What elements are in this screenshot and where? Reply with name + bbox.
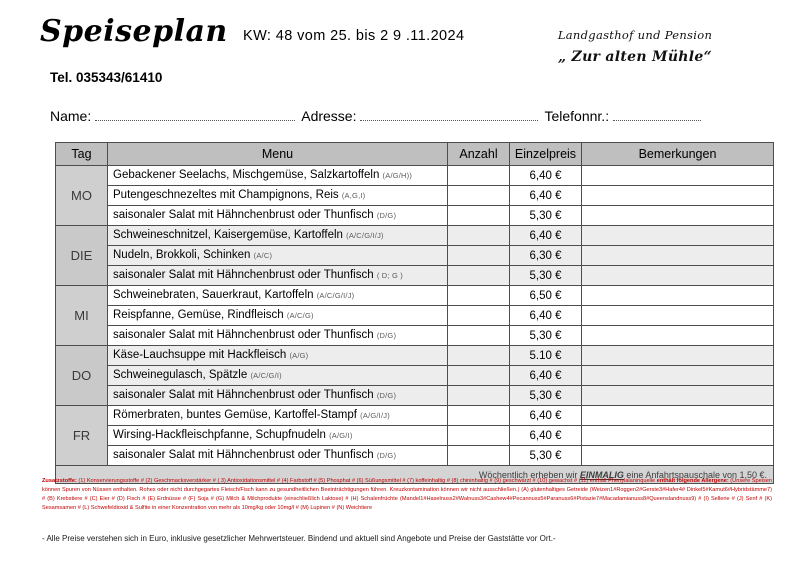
price-cell: 6,40 € <box>510 406 582 426</box>
price-cell: 5,30 € <box>510 386 582 406</box>
dish-cell <box>108 246 448 266</box>
name-label: Name: <box>50 108 92 124</box>
restaurant-phone: Tel. 035343/61410 <box>50 70 163 85</box>
dish-name: Reispfanne, Gemüse, Rindfleisch <box>113 309 284 321</box>
column-header-day: Tag <box>56 143 108 166</box>
remarks-input-cell[interactable] <box>582 246 774 266</box>
remarks-input-cell[interactable] <box>582 386 774 406</box>
venue-name: „ Zur alten Mühle“ <box>558 49 712 65</box>
dish-name: saisonaler Salat mit Hähnchenbrust oder Thunfisch <box>113 269 374 281</box>
price-cell: 6,40 € <box>510 166 582 186</box>
dish-name: Käse-Lauchsuppe mit Hackfleisch <box>113 349 287 361</box>
allergen-legend <box>42 477 772 513</box>
page-title: Speiseplan <box>40 14 228 49</box>
price-disclaimer: - Alle Preise verstehen sich in Euro, inklusive gesetzlicher Mehrwertsteuer. Bindend und aktuell sind Angebote und Preise der Gaststätte vor Ort.- <box>42 534 556 543</box>
dish-cell <box>108 186 448 206</box>
dish-cell <box>108 166 448 186</box>
table-row <box>56 266 774 286</box>
column-header-quantity: Anzahl <box>448 143 510 166</box>
table-row <box>56 206 774 226</box>
price-cell: 5,30 € <box>510 266 582 286</box>
day-cell-mi: MI <box>56 286 108 346</box>
price-cell: 6,40 € <box>510 186 582 206</box>
remarks-input-cell[interactable] <box>582 226 774 246</box>
table-row <box>56 366 774 386</box>
table-row <box>56 186 774 206</box>
dish-allergen-codes: (A,G,I) <box>341 191 366 200</box>
dish-cell <box>108 226 448 246</box>
dish-allergen-codes: (D/G) <box>376 451 397 460</box>
remarks-input-cell[interactable] <box>582 406 774 426</box>
table-row <box>56 346 774 366</box>
dish-allergen-codes: (D/G) <box>376 391 397 400</box>
remarks-input-cell[interactable] <box>582 166 774 186</box>
price-cell: 6,40 € <box>510 426 582 446</box>
dish-allergen-codes: (A/C/G/I/J) <box>346 231 384 240</box>
dish-allergen-codes: (D/G) <box>376 211 397 220</box>
dish-allergen-codes: (A/G/I/J) <box>360 411 390 420</box>
remarks-input-cell[interactable] <box>582 186 774 206</box>
table-row <box>56 406 774 426</box>
table-row <box>56 386 774 406</box>
table-row <box>56 166 774 186</box>
venue-block <box>520 28 750 65</box>
price-cell: 5,30 € <box>510 206 582 226</box>
column-header-remarks: Bemerkungen <box>582 143 774 166</box>
quantity-input-cell[interactable] <box>448 246 510 266</box>
price-cell: 5,30 € <box>510 326 582 346</box>
dish-name: Wirsing-Hackfleischpfanne, Schupfnudeln <box>113 429 326 441</box>
quantity-input-cell[interactable] <box>448 286 510 306</box>
notice-suffix: eine Anfahrtspauschale von 1,50 €. <box>623 469 767 480</box>
address-label: Adresse: <box>301 108 357 124</box>
quantity-input-cell[interactable] <box>448 226 510 246</box>
dish-cell <box>108 426 448 446</box>
dish-name: saisonaler Salat mit Hähnchenbrust oder Thunfisch <box>113 329 374 341</box>
calendar-week-range: KW: 48 vom 25. bis 2 9 .11.2024 <box>243 28 465 44</box>
table-row <box>56 426 774 446</box>
dish-cell <box>108 326 448 346</box>
dish-allergen-codes: (A/G) <box>289 351 309 360</box>
address-input[interactable] <box>360 109 538 121</box>
allergens-text: (Unsere Speisen können Spuren von Nüssen enthalten. Rohes oder nicht durchgegartes Fleisch/Fisch kann zu gesundheitlichen Beeinträchtigungen führen. Kreuzkontamination können wir nicht ausschließen.) (A) glutenhaltiges Getreide (Weizen1#Roggen2#Gerste3#Hafer4# Dinkel5#Kamut6#Hybridstämme7) # (B) Krebstiere # (C) Eier # (D) Fisch # (E) Erdnüsse # (F) Soja # (G) Milch & Milchprodukte (einschließlich Laktose) # (H) Schalenfrüchte (Mandel1#Haselnuss2#Walnuss3#Cashew4#Pecannuss5#Paranuss6#Pistazie7#Macadamianuss8#Queenslandnuss9) # (I) Sellerie # (J) Senf # (K) Sesamsamen # (L) Schwefeldioxid & Sulfite in einer Konzentration von mehr als 10mg/kg oder 10mg/l # (M) Lupinen # (N) Weichtiere <box>42 478 772 511</box>
column-header-menu: Menu <box>108 143 448 166</box>
price-cell: 5.10 € <box>510 346 582 366</box>
price-cell: 5,30 € <box>510 446 582 466</box>
table-row <box>56 306 774 326</box>
remarks-input-cell[interactable] <box>582 206 774 226</box>
dish-allergen-codes: ( D; G ) <box>376 271 403 280</box>
day-cell-mo: MO <box>56 166 108 226</box>
column-header-price: Einzelpreis <box>510 143 582 166</box>
day-cell-die: DIE <box>56 226 108 286</box>
price-cell: 6,50 € <box>510 286 582 306</box>
quantity-input-cell[interactable] <box>448 266 510 286</box>
quantity-input-cell[interactable] <box>448 166 510 186</box>
dish-name: Schweinebraten, Sauerkraut, Kartoffeln <box>113 289 314 301</box>
quantity-input-cell[interactable] <box>448 426 510 446</box>
remarks-input-cell[interactable] <box>582 446 774 466</box>
dish-cell <box>108 406 448 426</box>
dish-cell <box>108 286 448 306</box>
dish-name: saisonaler Salat mit Hähnchenbrust oder Thunfisch <box>113 209 374 221</box>
remarks-input-cell[interactable] <box>582 306 774 326</box>
table-row <box>56 246 774 266</box>
quantity-input-cell[interactable] <box>448 346 510 366</box>
phone-input[interactable] <box>613 109 701 121</box>
notice-prefix: Wöchentlich erheben wir <box>478 469 580 480</box>
table-row <box>56 286 774 306</box>
additives-text: (1) Konservierungsstoffe # (2) Geschmacksverstärker # ( 3) Antioxidationsmittel # (4) Farbstoff # (5) Phosphat # (6) Süßungsmittel # (7) koffeinhaltig # (8) chininhaltig # (9) geschwärzt # (10) gewachst # (11) enthält Phenylalaninquelle <box>76 478 657 484</box>
name-input[interactable] <box>95 109 295 121</box>
weekly-menu-table <box>55 142 774 484</box>
quantity-input-cell[interactable] <box>448 386 510 406</box>
quantity-input-cell[interactable] <box>448 206 510 226</box>
remarks-input-cell[interactable] <box>582 326 774 346</box>
quantity-input-cell[interactable] <box>448 326 510 346</box>
quantity-input-cell[interactable] <box>448 186 510 206</box>
price-cell: 6,40 € <box>510 306 582 326</box>
dish-name: Schweinegulasch, Spätzle <box>113 369 248 381</box>
price-cell: 6,40 € <box>510 366 582 386</box>
dish-name: Römerbraten, buntes Gemüse, Kartoffel-Stampf <box>113 409 357 421</box>
dish-allergen-codes: (A/G/H)) <box>382 171 413 180</box>
notice-emphasis: EINMALIG <box>579 469 624 480</box>
table-row <box>56 326 774 346</box>
dish-cell <box>108 366 448 386</box>
dish-name: Nudeln, Brokkoli, Schinken <box>113 249 251 261</box>
dish-cell <box>108 386 448 406</box>
price-cell: 6,40 € <box>510 226 582 246</box>
table-row <box>56 446 774 466</box>
dish-cell <box>108 306 448 326</box>
remarks-input-cell[interactable] <box>582 266 774 286</box>
quantity-input-cell[interactable] <box>448 306 510 326</box>
phone-label: Telefonnr.: <box>544 108 610 124</box>
quantity-input-cell[interactable] <box>448 366 510 386</box>
quantity-input-cell[interactable] <box>448 406 510 426</box>
dish-cell <box>108 266 448 286</box>
dish-allergen-codes: (D/G) <box>376 331 397 340</box>
dish-name: Schweineschnitzel, Kaisergemüse, Kartoffeln <box>113 229 343 241</box>
table-header-row <box>56 143 774 166</box>
remarks-input-cell[interactable] <box>582 286 774 306</box>
remarks-input-cell[interactable] <box>582 426 774 446</box>
additives-label: Zusatzstoffe: <box>42 478 77 484</box>
quantity-input-cell[interactable] <box>448 446 510 466</box>
dish-allergen-codes: (A/C/G) <box>286 311 314 320</box>
dish-allergen-codes: (A/C/G/I/J) <box>316 291 355 300</box>
remarks-input-cell[interactable] <box>582 366 774 386</box>
dish-cell <box>108 346 448 366</box>
page-header <box>0 0 800 100</box>
allergens-label: enthält folgende Allergene: <box>656 478 729 484</box>
dish-cell <box>108 206 448 226</box>
price-cell: 6,30 € <box>510 246 582 266</box>
dish-allergen-codes: (A/C) <box>253 251 273 260</box>
contact-fields <box>50 108 750 124</box>
dish-name: saisonaler Salat mit Hähnchenbrust oder Thunfisch <box>113 449 374 461</box>
table-row <box>56 226 774 246</box>
dish-name: saisonaler Salat mit Hähnchenbrust oder Thunfisch <box>113 389 374 401</box>
day-cell-do: DO <box>56 346 108 406</box>
dish-name: Gebackener Seelachs, Mischgemüse, Salzkartoffeln <box>113 169 380 181</box>
remarks-input-cell[interactable] <box>582 346 774 366</box>
dish-name: Putengeschnezeltes mit Champignons, Reis <box>113 189 339 201</box>
dish-allergen-codes: (A/C/G/I) <box>250 371 282 380</box>
venue-subtitle: Landgasthof und Pension <box>557 28 713 42</box>
day-cell-fr: FR <box>56 406 108 466</box>
dish-cell <box>108 446 448 466</box>
dish-allergen-codes: (A/G/I) <box>329 431 353 440</box>
